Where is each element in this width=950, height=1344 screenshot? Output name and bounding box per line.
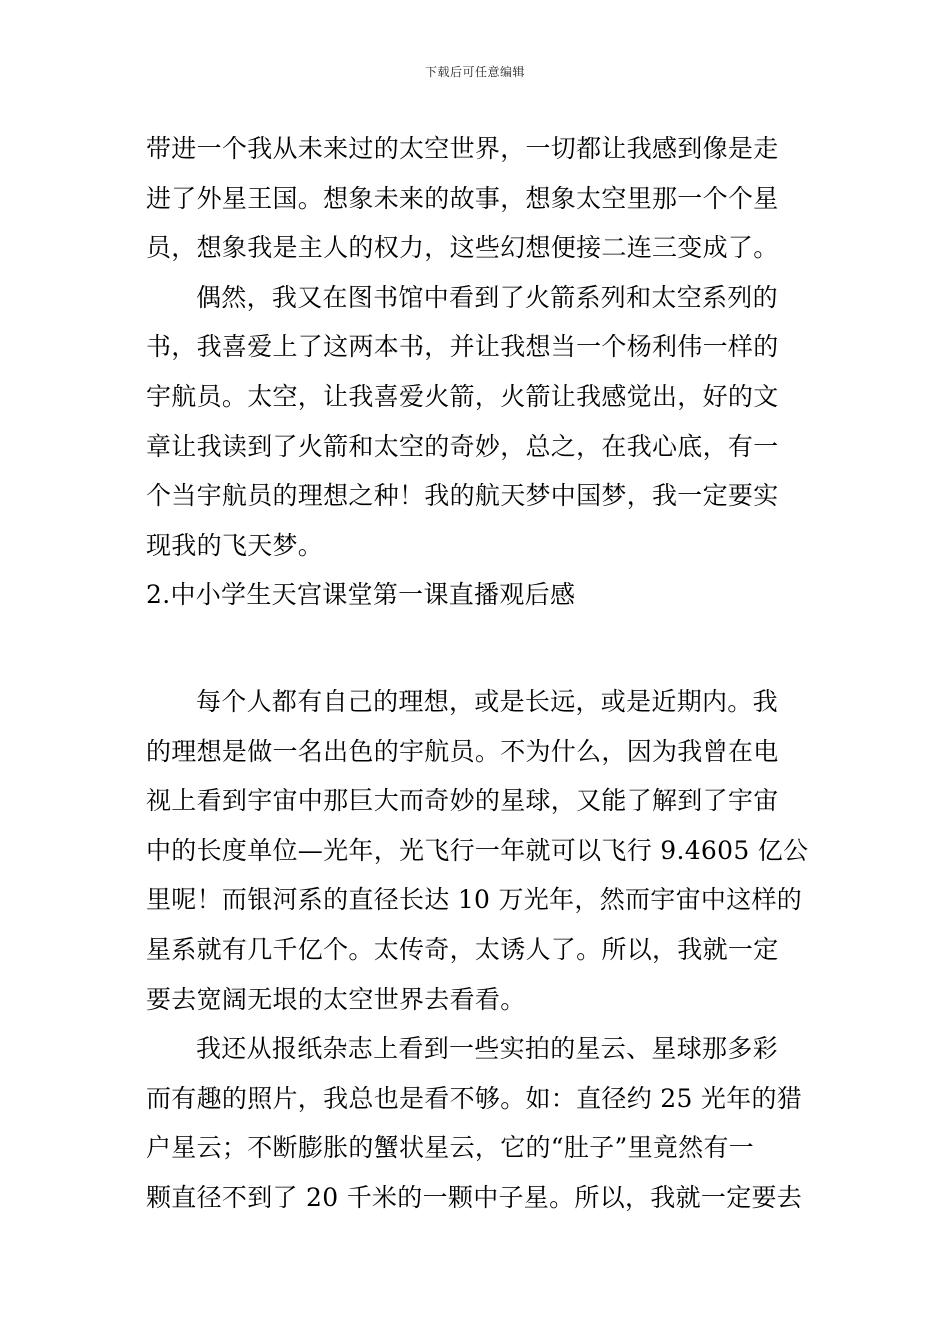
- text-line: 视上看到宇宙中那巨大而奇妙的星球，又能了解到了宇宙: [146, 786, 779, 816]
- text-line: 进了外星王国。想象未来的故事，想象太空里那一个个星: [146, 183, 779, 213]
- paragraph-1: [146, 124, 810, 273]
- blank-spacer: [146, 620, 810, 677]
- text-line: 星系就有几千亿个。太传奇，太诱人了。所以，我就一定: [146, 934, 779, 964]
- text-line: 员，想象我是主人的权力，这些幻想便接二连三变成了。: [146, 233, 779, 263]
- paragraph-2: [146, 273, 810, 571]
- text-line: 带进一个我从未来过的太空世界，一切都让我感到像是走: [146, 134, 779, 163]
- text-line: 要去宽阔无垠的太空世界去看看。: [146, 984, 526, 1014]
- text-line: 章让我读到了火箭和太空的奇妙，总之，在我心底，有一: [146, 431, 779, 461]
- text-line: 我还从报纸杂志上看到一些实拍的星云、星球那多彩: [196, 1034, 778, 1064]
- text-line: 偶然，我又在图书馆中看到了火箭系列和太空系列的: [196, 282, 778, 312]
- text-line: 中的长度单位—光年，光飞行一年就可以飞行 9.4605 亿公: [146, 835, 809, 865]
- text-line: 颗直径不到了 20 千米的一颗中子星。所以，我就一定要去: [146, 1182, 803, 1212]
- text-line: 而有趣的照片，我总也是看不够。如：直径约 25 光年的猎: [146, 1083, 803, 1113]
- section-heading: 2.中小学生天宫课堂第一课直播观后感: [146, 580, 576, 610]
- text-line: 宇航员。太空，让我喜爱火箭，火箭让我感觉出，好的文: [146, 381, 779, 411]
- text-line: 个当宇航员的理想之种！我的航天梦中国梦，我一定要实: [146, 481, 779, 511]
- text-line: 书，我喜爱上了这两本书，并让我想当一个杨利伟一样的: [146, 332, 779, 362]
- page-header: 下载后可任意编辑: [424, 65, 525, 79]
- paragraph-3: [146, 677, 810, 1024]
- paragraph-4: [146, 1024, 810, 1222]
- text-line: 里呢！而银河系的直径长达 10 万光年，然而宇宙中这样的: [146, 885, 803, 915]
- text-line: 的理想是做一名出色的宇航员。不为什么，因为我曾在电: [146, 736, 779, 766]
- text-line: 现我的飞天梦。: [146, 530, 324, 560]
- document-body: [146, 124, 810, 1222]
- text-line: 每个人都有自己的理想，或是长远，或是近期内。我: [196, 686, 778, 716]
- text-line: 户星云；不断膨胀的蟹状星云，它的“肚子”里竟然有一: [146, 1133, 755, 1163]
